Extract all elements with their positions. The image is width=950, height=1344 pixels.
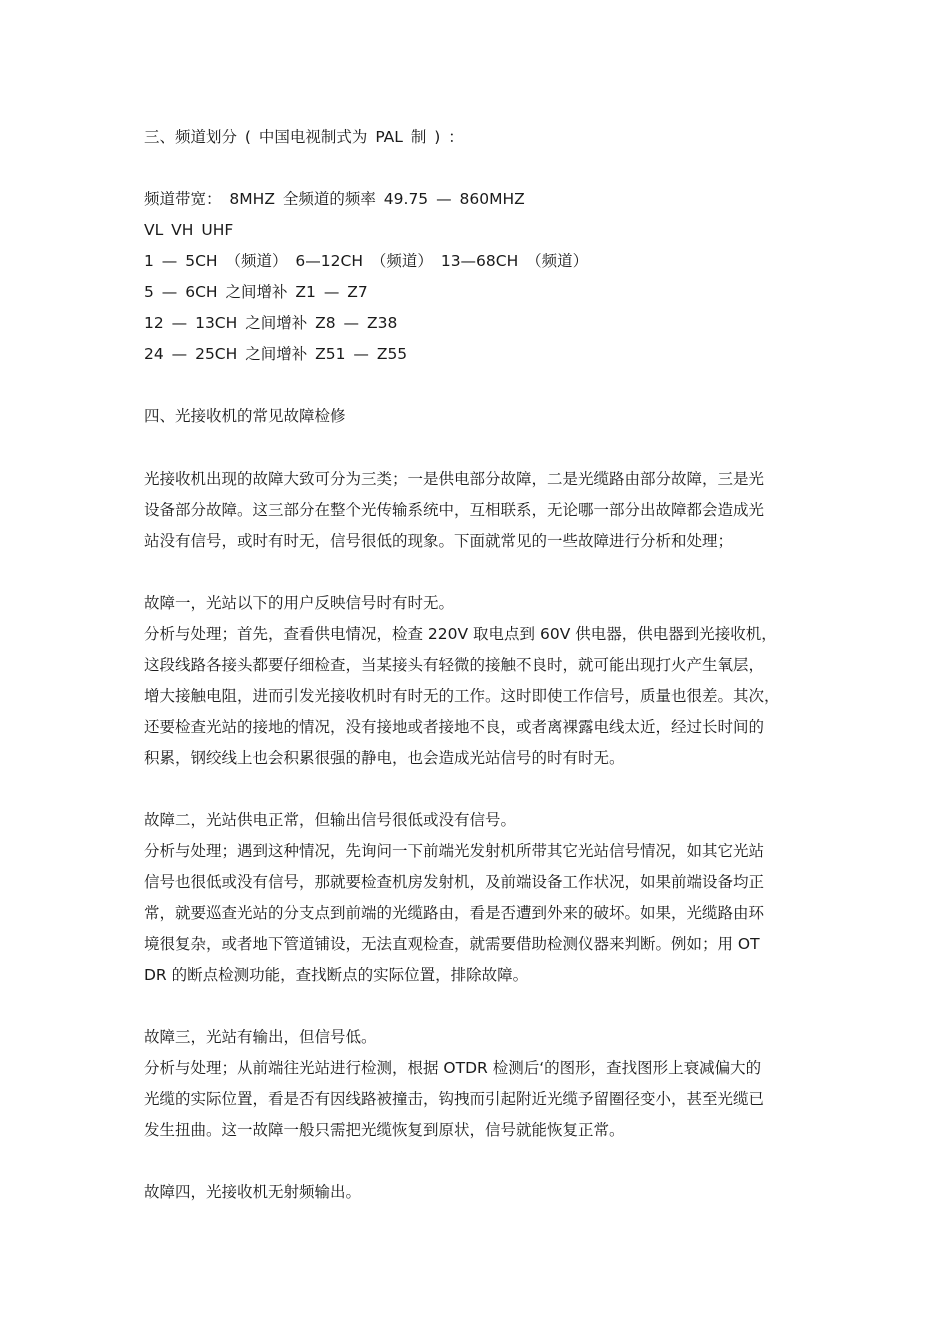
fault1-analysis-line: 还要检查光站的接地的情况，没有接地或者接地不良，或者离裸露电线太近，经过长时间的 [144,718,765,736]
fault4-title: 故障四，光接收机无射频输出。 [144,1183,362,1201]
supplement-z8-z38-line: 12 — 13CH 之间增补 Z8 — Z38 [144,314,398,332]
fault2-analysis-line: 分析与处理；遇到这种情况，先询问一下前端光发射机所带其它光站信号情况，如其它光站 [144,842,765,860]
channel-bandwidth-line: 频道带宽： 8MHZ 全频道的频率 49.75 — 860MHZ [144,190,525,208]
fault1-analysis-line: 这段线路各接头都要仔细检查，当某接头有轻微的接触不良时，就可能出现打火产生氧层， [144,656,765,674]
band-names-line: VL VH UHF [144,221,234,239]
fault3-analysis-line: 发生扭曲。这一故障一般只需把光缆恢复到原状，信号就能恢复正常。 [144,1121,625,1139]
fault1-analysis-line: 积累，钢绞线上也会积累很强的静电，也会造成光站信号的时有时无。 [144,749,625,767]
fault1-analysis-line: 增大接触电阻，进而引发光接收机时有时无的工作。这时即使工作信号，质量也很差。其次， [144,687,780,705]
fault2-analysis-line: DR 的断点检测功能，查找断点的实际位置，排除故障。 [144,966,529,984]
fault1-analysis-line: 分析与处理；首先，查看供电情况，检查 220V 取电点到 60V 供电器，供电器到光接收机， [144,625,777,643]
intro-paragraph-line: 站没有信号，或时有时无，信号很低的现象。下面就常见的一些故障进行分析和处理； [144,532,734,550]
fault2-analysis-line: 信号也很低或没有信号，那就要检查机房发射机，及前端设备工作状况，如果前端设备均正 [144,873,765,891]
supplement-z1-z7-line: 5 — 6CH 之间增补 Z1 — Z7 [144,283,368,301]
fault3-analysis-line: 分析与处理；从前端往光站进行检测，根据 OTDR 检测后‘的图形，查找图形上衰减偏大的 [144,1059,762,1077]
fault2-analysis-line: 常，就要巡查光站的分支点到前端的光缆路由，看是否遭到外来的破坏。如果，光缆路由环 [144,904,765,922]
fault2-title: 故障二，光站供电正常，但输出信号很低或没有信号。 [144,811,517,829]
fault3-title: 故障三，光站有输出，但信号低。 [144,1028,377,1046]
fault1-title: 故障一，光站以下的用户反映信号时有时无。 [144,594,455,612]
intro-paragraph-line: 光接收机出现的故障大致可分为三类；一是供电部分故障，二是光缆路由部分故障，三是光 [144,470,765,488]
fault2-analysis-line: 境很复杂，或者地下管道铺设，无法直观检查，就需要借助检测仪器来判断。例如；用 OT [144,935,760,953]
intro-paragraph-line: 设备部分故障。这三部分在整个光传输系统中，互相联系，无论哪一部分出故障都会造成光 [144,501,765,519]
section-heading-channel-division: 三、频道划分 ( 中国电视制式为 PAL 制 ) ： [144,128,464,146]
fault3-analysis-line: 光缆的实际位置，看是否有因线路被撞击，钩拽而引起附近光缆予留圈径变小，甚至光缆已 [144,1090,765,1108]
channel-range-line: 1 — 5CH （频道） 6—12CH （频道） 13—68CH （频道） [144,252,589,270]
supplement-z51-z55-line: 24 — 25CH 之间增补 Z51 — Z55 [144,345,408,363]
section-heading-fault-repair: 四、光接收机的常见故障检修 [144,407,346,425]
